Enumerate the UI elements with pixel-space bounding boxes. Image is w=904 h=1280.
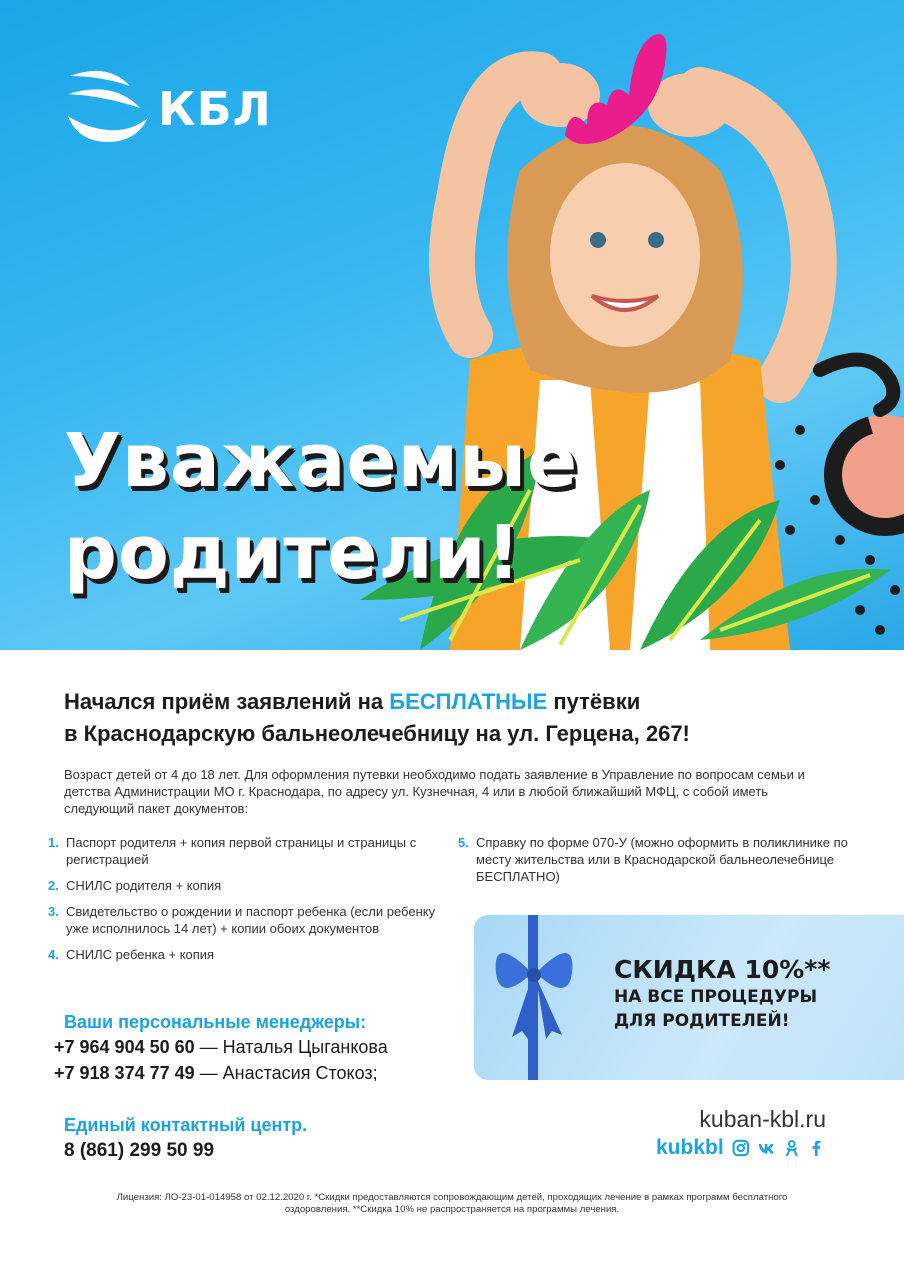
intro-heading: [64, 686, 844, 750]
list-text: Справку по форме 070-У (можно оформить в поликлинике по месту жительства или в Краснодарской бальнеолечебнице БЕСПЛАТНО): [476, 835, 848, 884]
right-eye: [648, 232, 664, 248]
list-number: 4.: [48, 947, 59, 962]
intro-part-1: Начался приём заявлений на: [64, 689, 390, 714]
right-hand: [648, 73, 732, 137]
list-number: 3.: [48, 904, 59, 919]
contact-phone[interactable]: 8 (861) 299 50 99: [64, 1140, 215, 1161]
discount-line-1: СКИДКА 10%**: [614, 955, 831, 984]
vk-icon[interactable]: [757, 1137, 775, 1159]
discount-text: [614, 955, 830, 1033]
facebook-icon[interactable]: [808, 1137, 826, 1159]
face-shape: [550, 163, 700, 347]
list-text: Паспорт родителя + копия первой страницы и страницы с регистрацией: [66, 835, 417, 867]
contact-center: [64, 1113, 307, 1165]
manager-phone[interactable]: +7 964 904 50 60: [54, 1037, 195, 1057]
intro-line-2: в Краснодарскую бальнеолечебницу на ул. Герцена, 267!: [64, 721, 690, 746]
left-eye: [590, 232, 606, 248]
list-item: [48, 946, 448, 963]
social-handle[interactable]: kubkbl: [656, 1136, 724, 1159]
list-text: Свидетельство о рождении и паспорт ребенка (если ребенку уже исполнилось 14 лет) + копии обоих документов: [66, 904, 436, 936]
brand-logo: [64, 64, 272, 146]
contact-title: Единый контактный центр.: [64, 1115, 308, 1135]
swirl-shape: [820, 360, 893, 410]
list-text: СНИЛС родителя + копия: [66, 878, 222, 893]
manager-name: — Анастасия Стокоз;: [194, 1063, 378, 1083]
website-link[interactable]: kuban-kbl.ru: [699, 1106, 826, 1132]
list-number: 5.: [458, 835, 469, 850]
manager-row: [54, 1060, 388, 1086]
intro-part-2: путёвки: [547, 689, 641, 714]
description-text: Возраст детей от 4 до 18 лет. Для оформления путевки необходимо подать заявление в Управление по вопросам семьи и детства Администрации МО г. Краснодара, по адресу ул. Кузнечная, 4 или в любой ближайший МФЦ, с собой иметь следующий пакет документов:: [64, 767, 805, 816]
headline-line-1: Уважаемые: [64, 418, 579, 504]
documents-list-column-2: [458, 834, 858, 894]
managers-section: [54, 1010, 388, 1086]
web-links: [656, 1104, 826, 1160]
logo-mark-icon: [64, 64, 156, 146]
hero-headline: [64, 415, 578, 599]
instagram-icon[interactable]: [732, 1137, 750, 1159]
manager-row: [54, 1034, 388, 1060]
list-item: [458, 834, 858, 885]
list-item: [48, 834, 448, 868]
ribbon-bow-icon: [484, 915, 594, 1080]
list-number: 2.: [48, 878, 59, 893]
logo-text: КБЛ: [158, 82, 272, 136]
list-text: СНИЛС ребенка + копия: [66, 947, 215, 962]
manager-name: — Наталья Цыганкова: [194, 1037, 388, 1057]
list-item: [48, 877, 448, 894]
list-number: 1.: [48, 835, 59, 850]
manager-phone[interactable]: +7 918 374 77 49: [54, 1063, 195, 1083]
social-links: [656, 1136, 826, 1160]
documents-list: [48, 834, 448, 972]
footer-disclaimer: Лицензия: ЛО-23-01-014958 от 02.12.2020 г. *Скидки предоставляются сопровождающим детей, проходящих лечение в рамках программ бесплатного оздоровления. **Скидка 10% не распространяется на программы лечения.: [116, 1192, 788, 1215]
headline-line-2: родители!: [64, 510, 522, 596]
intro-highlight: БЕСПЛАТНЫЕ: [389, 689, 548, 714]
managers-title: Ваши персональные менеджеры:: [64, 1012, 367, 1032]
list-item: [48, 903, 448, 937]
discount-line-3: ДЛЯ РОДИТЕЛЕЙ!: [614, 1011, 790, 1031]
discount-line-2: НА ВСЕ ПРОЦЕДУРЫ: [614, 987, 818, 1007]
discount-banner: [474, 915, 904, 1080]
odnoklassniki-icon[interactable]: [783, 1137, 801, 1159]
